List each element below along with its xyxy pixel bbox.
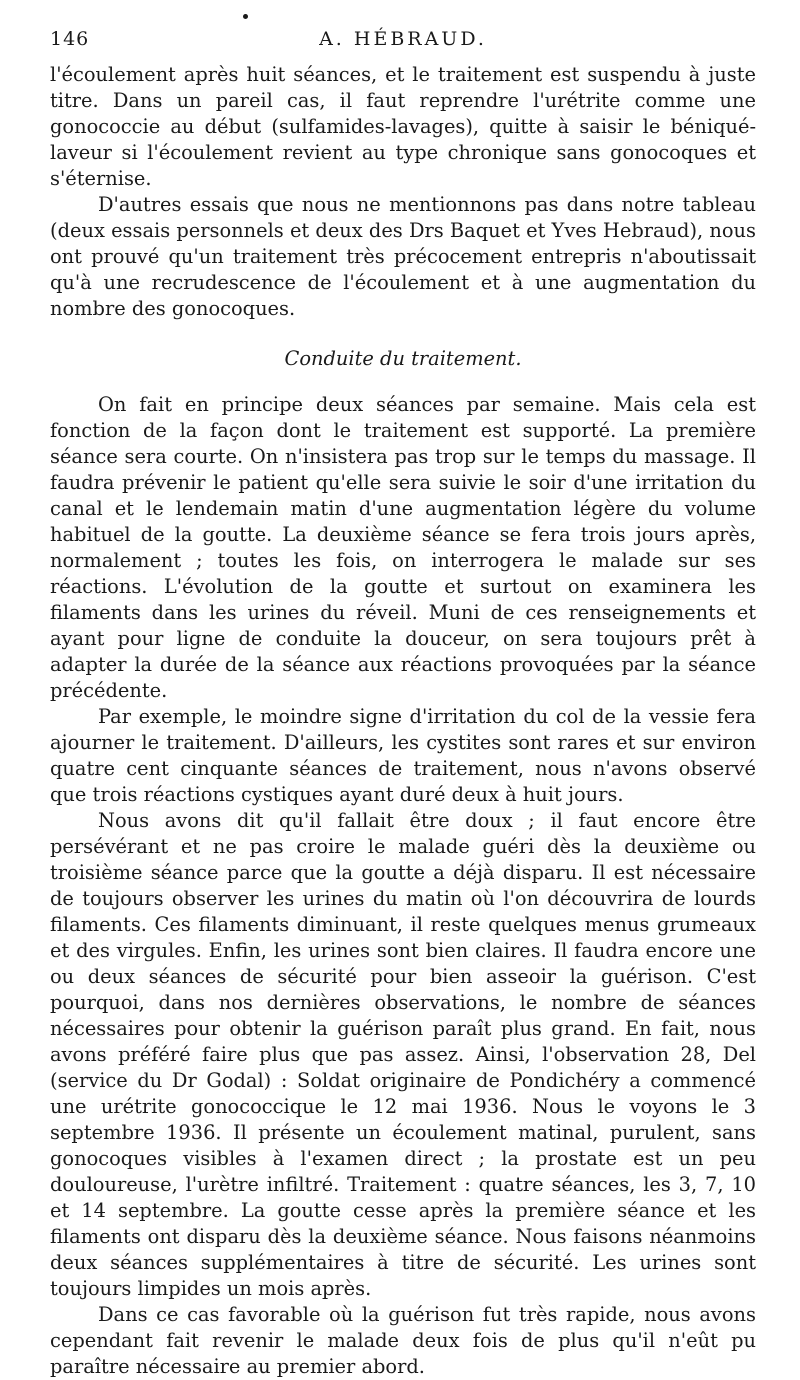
paragraph-favorable-case: Dans ce cas favorable où la guérison fut très rapide, nous avons cependant fait revenir le malade deux fois de plus qu'il n'eût pu paraître nécessaire au premier abord.: [50, 1303, 756, 1378]
page-body: [50, 62, 756, 1380]
paragraph-sessions: On fait en principe deux séances par semaine. Mais cela est fonction de la façon dont le traitement est supporté. La première séance sera courte. On n'insistera pas trop sur le temps du massage. Il faudra prévenir le patient qu'elle sera suivie le soir d'une irritation du canal et le lendemain matin d'une augmentation légère du volume habituel de la goutte. La deuxième séance se fera trois jours après, normalement ; toutes les fois, on interrogera le malade sur ses réactions. L'évolution de la goutte et surtout on examinera les filaments dans les urines du réveil. Muni de ces renseignements et ayant pour ligne de conduite la douceur, on sera toujours prêt à adapter la durée de la séance aux réactions provoquées par la séance précédente.: [50, 393, 756, 702]
paragraph-persistence: Nous avons dit qu'il fallait être doux ; il faut encore être persévérant et ne pas croire le malade guéri dès la deuxième ou troisième séance parce que la goutte a déjà disparu. Il est nécessaire de toujours observer les urines du matin où l'on découvrira de lourds filaments. Ces filaments diminuant, il reste quelques menus grumeaux et des virgules. Enfin, les urines sont bien claires. Il faudra encore une ou deux séances de sécurité pour bien asseoir la guérison. C'est pourquoi, dans nos dernières observations, le nombre de séances nécessaires pour obtenir la guérison paraît plus grand. En fait, nous avons préféré faire plus que pas assez. Ainsi, l'observation 28, Del (service du Dr Godal) : Soldat originaire de Pondichéry a commencé une urétrite gonococcique le 12 mai 1936. Nous le voyons le 3 septembre 1936. Il présente un écoulement matinal, purulent, sans gonocoques visibles à l'examen direct ; la prostate est un peu douloureuse, l'urètre infiltré. Traitement : quatre séances, les 3, 7, 10 et 14 septembre. La goutte cesse après la première séance et les filaments ont disparu dès la deuxième séance. Nous faisons néanmoins deux séances supplémentaires à titre de sécurité. Les urines sont toujours limpides un mois après.: [50, 809, 756, 1300]
paragraph-example: Par exemple, le moindre signe d'irritation du col de la vessie fera ajourner le traitement. D'ailleurs, les cystites sont rares et sur environ quatre cent cinquante séances de traitement, nous n'avons observé que trois réactions cystiques ayant duré deux à huit jours.: [50, 705, 756, 806]
printer-mark: [243, 14, 248, 19]
running-title: A. HÉBRAUD.: [319, 28, 487, 50]
running-header: [50, 28, 756, 54]
paragraph-other-trials: D'autres essais que nous ne mentionnons pas dans notre tableau (deux essais personnels et deux des Drs Baquet et Yves Hebraud), nous ont prouvé qu'un traitement très précocement entrepris n'aboutissait qu'à une recrudescence de l'écoulement et à une augmentation du nombre des gonocoques.: [50, 193, 756, 320]
section-heading: Conduite du traitement.: [284, 347, 522, 370]
paragraph-continuation: l'écoulement après huit séances, et le traitement est suspendu à juste titre. Dans un pareil cas, il faut reprendre l'urétrite comme une gonococcie au début (sulfamides-lavages), quitte à saisir le béniqué-laveur si l'écoulement revient au type chronique sans gonocoques et s'éternise.: [50, 63, 756, 190]
page-number: 146: [50, 28, 90, 50]
